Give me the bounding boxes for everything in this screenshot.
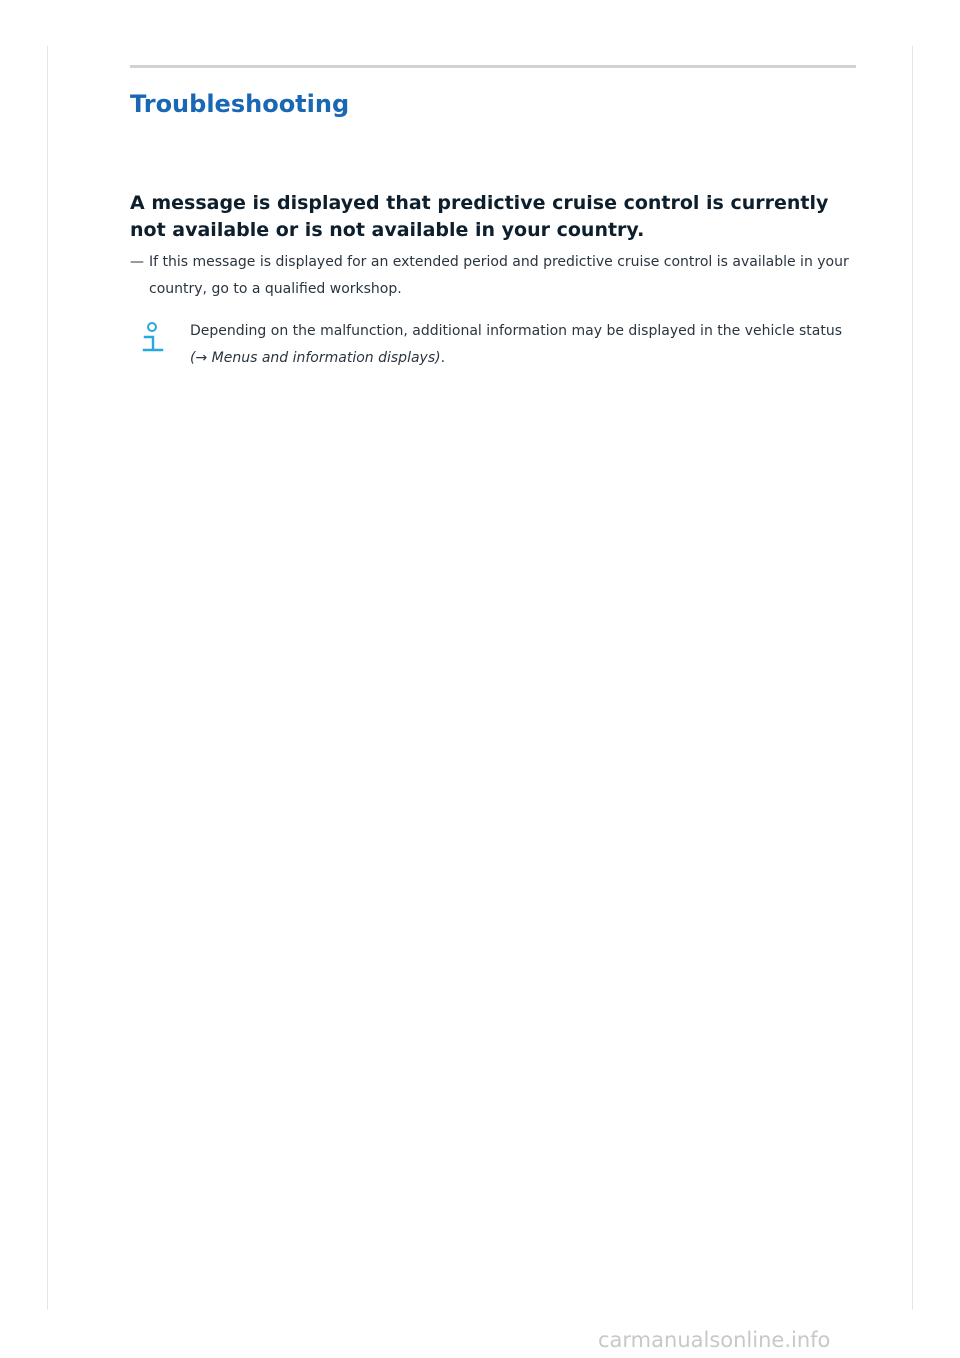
subsection-heading: A message is displayed that predictive cruise control is currently not available or is not available in your country. xyxy=(130,192,829,241)
info-icon xyxy=(140,321,166,355)
page-margin-left xyxy=(47,46,48,1310)
note-text-end: . xyxy=(440,350,446,366)
step-marker: — xyxy=(130,254,144,270)
note-text-body: Depending on the malfunction, additional information may be displayed in the vehicle status xyxy=(190,323,843,339)
header-rule xyxy=(130,65,856,68)
page-margin-right xyxy=(912,46,913,1310)
note-text xyxy=(190,318,850,372)
section-title: Troubleshooting xyxy=(130,90,350,118)
watermark: carmanualsonline.info xyxy=(598,1328,831,1352)
step-item xyxy=(130,249,855,303)
cross-reference-link[interactable]: (→ Menus and information displays) xyxy=(190,350,441,366)
step-text: If this message is displayed for an extended period and predictive cruise control is available in your country, go to a qualified workshop. xyxy=(149,254,849,297)
